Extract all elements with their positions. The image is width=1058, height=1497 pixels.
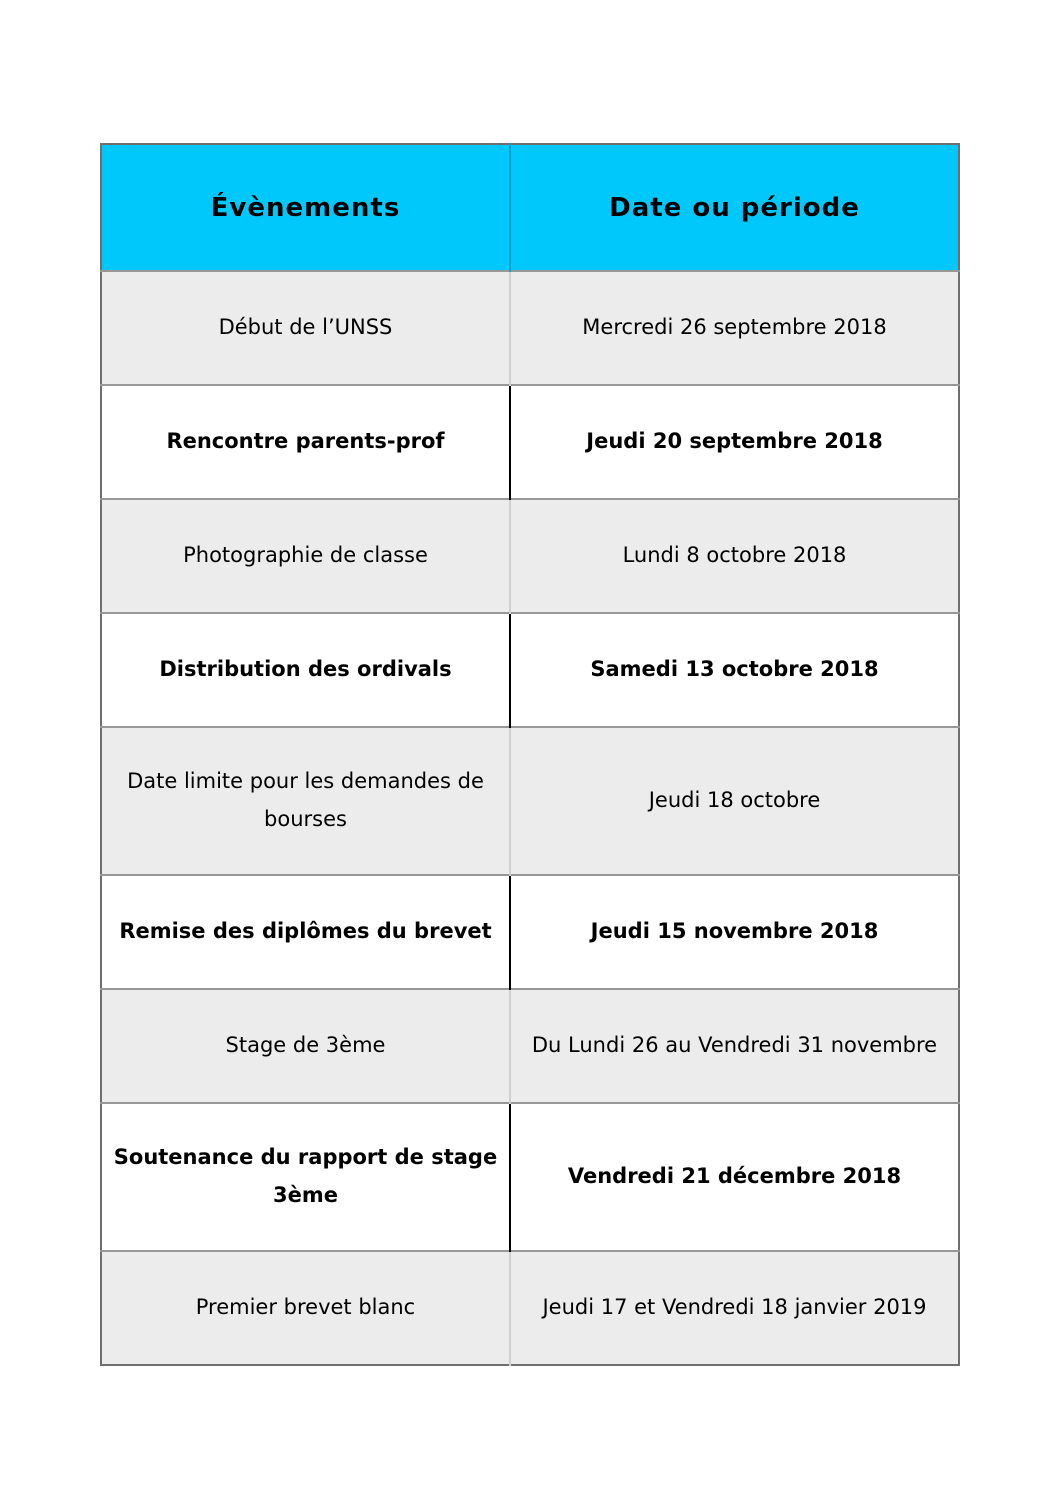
date-cell: Lundi 8 octobre 2018	[622, 543, 847, 568]
table-row	[101, 1251, 959, 1365]
table-row	[101, 271, 959, 385]
date-cell: Jeudi 18 octobre	[648, 788, 821, 813]
date-cell: Du Lundi 26 au Vendredi 31 novembre	[531, 1033, 938, 1058]
date-cell: Jeudi 15 novembre 2018	[590, 919, 879, 944]
table-row	[101, 385, 959, 499]
event-cell: Distribution des ordivals	[101, 613, 510, 727]
event-cell: Photographie de classe	[101, 499, 510, 613]
table-row	[101, 727, 959, 875]
date-cell: Jeudi 20 septembre 2018	[586, 429, 883, 454]
event-cell: Remise des diplômes du brevet	[101, 875, 510, 989]
date-cell: Samedi 13 octobre 2018	[590, 657, 879, 682]
table-row	[101, 875, 959, 989]
events-schedule-table	[100, 143, 960, 1366]
table-body	[101, 271, 959, 1365]
table-row	[101, 613, 959, 727]
event-cell: Stage de 3ème	[101, 989, 510, 1103]
header-cell-date: Date ou période	[609, 192, 860, 223]
event-cell: Date limite pour les demandes de bourses	[101, 727, 510, 875]
event-cell: Début de l’UNSS	[101, 271, 510, 385]
date-cell: Jeudi 17 et Vendredi 18 janvier 2019	[542, 1295, 927, 1320]
date-cell: Mercredi 26 septembre 2018	[582, 315, 887, 340]
date-cell: Vendredi 21 décembre 2018	[567, 1164, 902, 1189]
header-cell-events: Évènements	[101, 144, 510, 271]
table-row	[101, 989, 959, 1103]
table-row	[101, 499, 959, 613]
header-row	[101, 144, 959, 271]
event-cell: Rencontre parents-prof	[101, 385, 510, 499]
event-cell: Soutenance du rapport de stage 3ème	[101, 1103, 510, 1251]
event-cell: Premier brevet blanc	[101, 1251, 510, 1365]
table-header	[101, 144, 959, 271]
table-row	[101, 1103, 959, 1251]
